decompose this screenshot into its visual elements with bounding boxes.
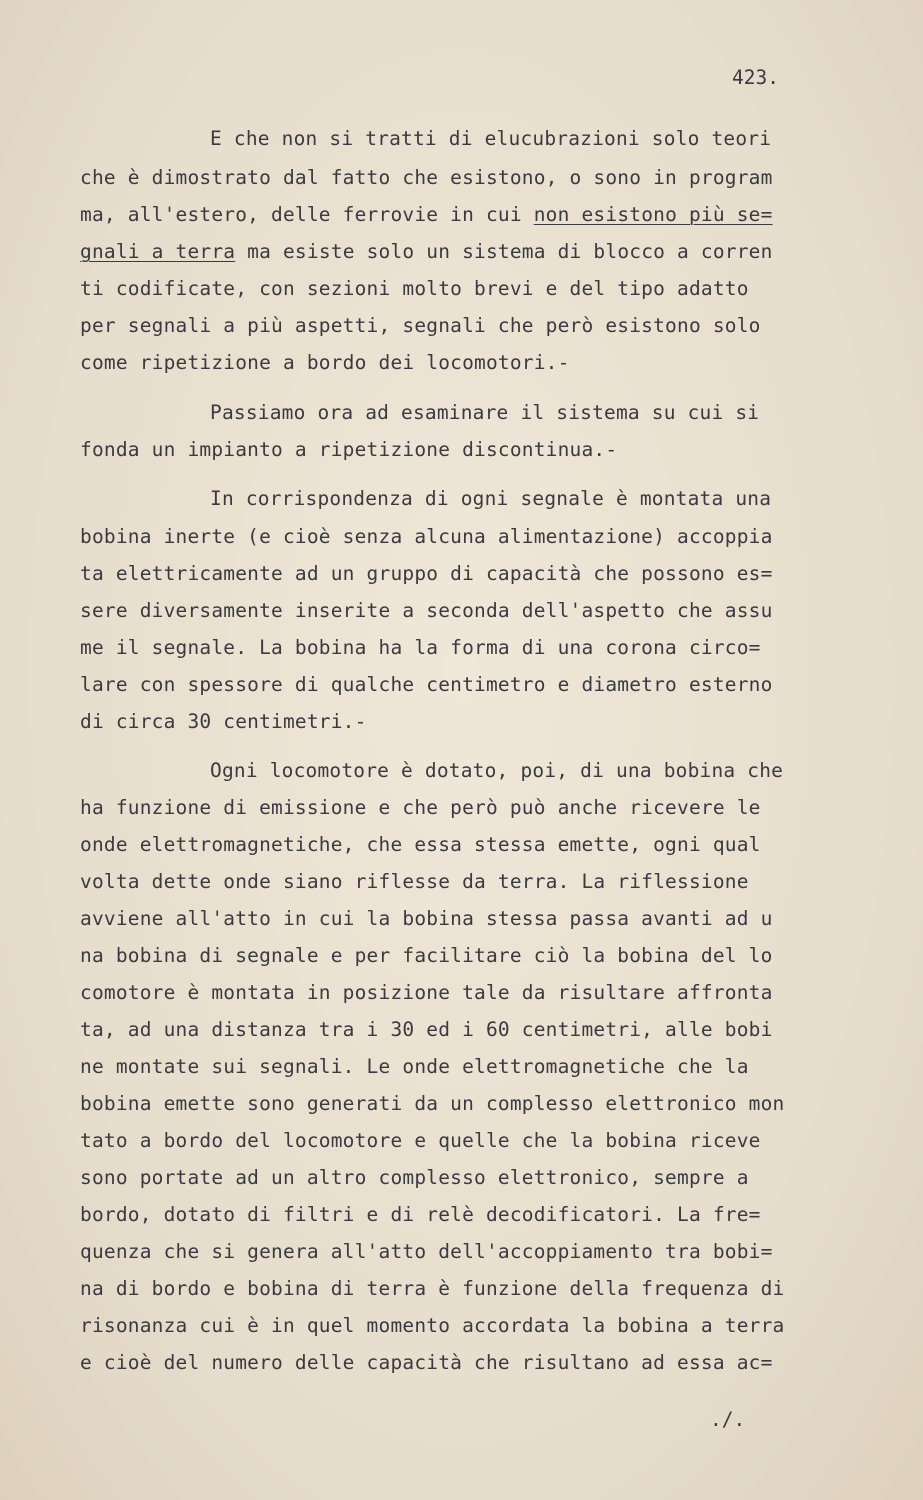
text-line: In corrispondenza di ogni segnale è montata una — [210, 487, 772, 510]
text-line: volta dette onde siano riflesse da terra. La riflessione — [80, 870, 749, 893]
text-line: ta, ad una distanza tra i 30 ed i 60 centimetri, alle bobi — [80, 1018, 773, 1041]
text-line: ti codificate, con sezioni molto brevi e del tipo adatto — [80, 277, 749, 300]
page-number: 423. — [732, 66, 779, 89]
text-line: e cioè del numero delle capacità che risultano ad essa ac= — [80, 1351, 773, 1374]
text-line: Passiamo ora ad esaminare il sistema su cui si — [210, 401, 760, 424]
underlined-phrase: gnali a terra — [80, 240, 236, 263]
text-line: sere diversamente inserite a seconda dell'aspetto che assu — [80, 599, 773, 622]
text-line: bordo, dotato di filtri e di relè decodificatori. La fre= — [80, 1203, 761, 1226]
text-line: onde elettromagnetiche, che essa stessa emette, ogni qual — [80, 833, 761, 856]
text-line: Ogni locomotore è dotato, poi, di una bobina che — [210, 759, 784, 782]
text-line: comotore è montata in posizione tale da risultare affronta — [80, 981, 773, 1004]
continuation-mark: ./. — [710, 1408, 746, 1431]
text-line: tato a bordo del locomotore e quelle che la bobina riceve — [80, 1129, 761, 1152]
text-line: E che non si tratti di elucubrazioni solo teori — [210, 127, 772, 150]
text-line: lare con spessore di qualche centimetro e diametro esterno — [80, 673, 773, 696]
text-line: quenza che si genera all'atto dell'accoppiamento tra bobi= — [80, 1240, 773, 1263]
text-line: ma, all'estero, delle ferrovie in cui non esistono più se= — [80, 203, 773, 226]
text-line: fonda un impianto a ripetizione discontinua.- — [80, 438, 618, 461]
text-line: avviene all'atto in cui la bobina stessa passa avanti ad u — [80, 907, 773, 930]
text-line: bobina emette sono generati da un complesso elettronico mon — [80, 1092, 785, 1115]
text-line: per segnali a più aspetti, segnali che però esistono solo — [80, 314, 761, 337]
text-line: ha funzione di emissione e che però può anche ricevere le — [80, 796, 761, 819]
text-line: come ripetizione a bordo dei locomotori.- — [80, 351, 570, 374]
text-line: bobina inerte (e cioè senza alcuna alimentazione) accoppia — [80, 525, 773, 548]
text-line: di circa 30 centimetri.- — [80, 710, 367, 733]
underlined-phrase: non esistono più se= — [533, 203, 773, 226]
text-line: me il segnale. La bobina ha la forma di una corona circo= — [80, 636, 761, 659]
text-line: ne montate sui segnali. Le onde elettromagnetiche che la — [80, 1055, 749, 1078]
text-line: na di bordo e bobina di terra è funzione della frequenza di — [80, 1277, 785, 1300]
text-line: ta elettricamente ad un gruppo di capacità che possono es= — [80, 562, 773, 585]
text-line: na bobina di segnale e per facilitare ciò la bobina del lo — [80, 944, 773, 967]
text-line: che è dimostrato dal fatto che esistono, o sono in program — [80, 166, 773, 189]
text-line: gnali a terra ma esiste solo un sistema di blocco a corren — [80, 240, 773, 263]
text-line: sono portate ad un altro complesso elettronico, sempre a — [80, 1166, 749, 1189]
text-line: risonanza cui è in quel momento accordata la bobina a terra — [80, 1314, 785, 1337]
